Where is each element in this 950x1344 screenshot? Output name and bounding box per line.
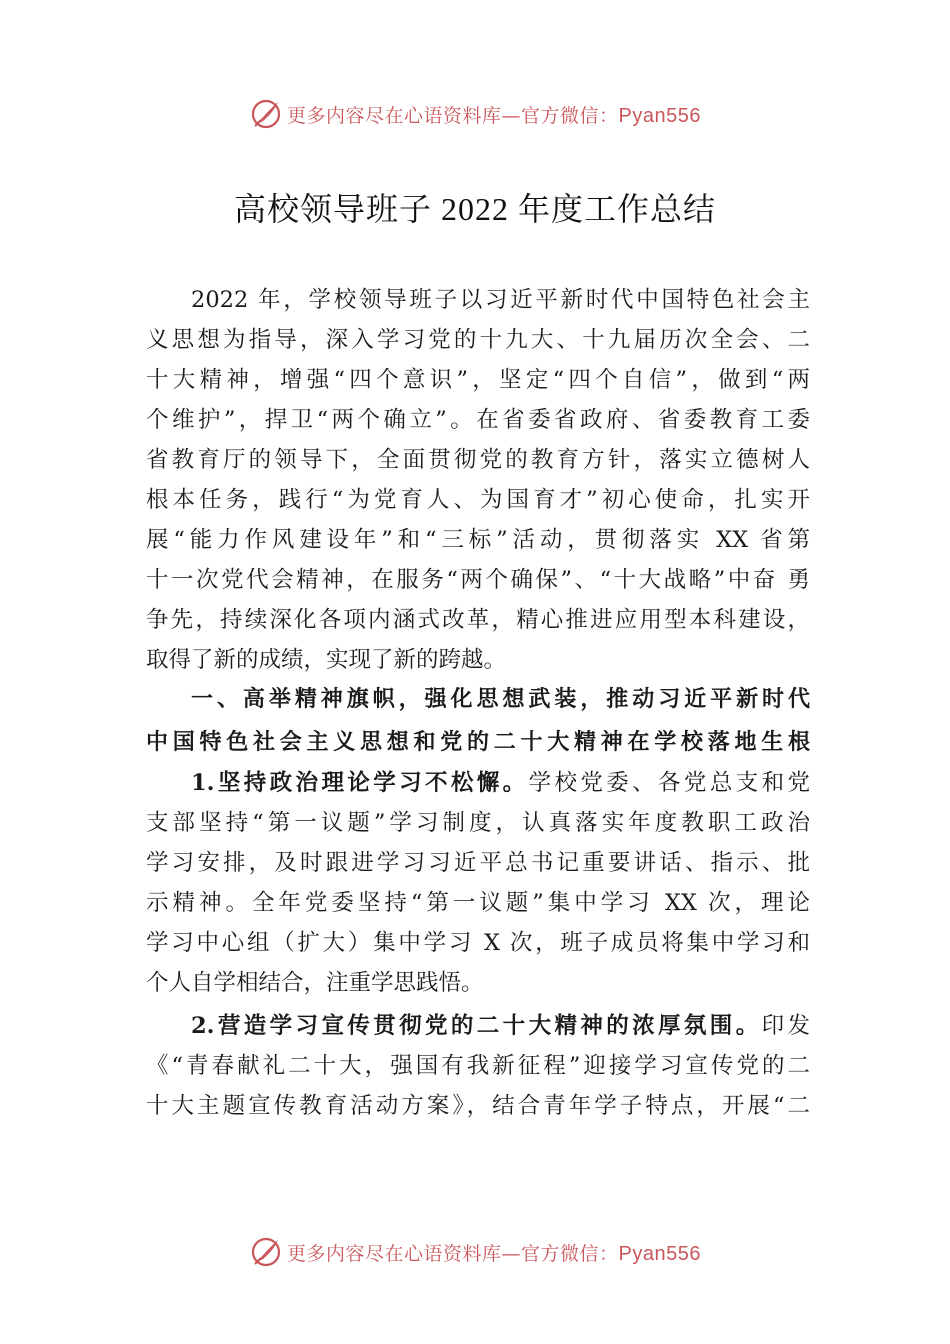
paragraph-line [146,763,810,803]
paragraph-line: 义思想为指导，深入学习党的十九大、十九届历次全会、二 [146,327,810,353]
watermark-wechat-id: Pyan556 [618,1242,701,1265]
paragraph-line: 十大主题宣传教育活动方案》，结合青年学子特点，开展“二 [146,1093,810,1119]
paragraph-line: 《“青春献礼二十大，强国有我新征程”迎接学习宣传党的二 [146,1053,810,1079]
watermark-text: 更多内容尽在心语资料库—官方微信： [287,104,619,127]
paragraph-line: 根本任务，践行“为党育人、为国育才”初心使命，扎实开 [146,487,810,513]
section-heading-line: 一、高举精神旗帜，强化思想武装，推动习近平新时代 [191,687,810,712]
section-heading-line: 中国特色社会主义思想和党的二十大精神在学校落地生根 [146,730,810,755]
paragraph-line: 十一次党代会精神，在服务“两个确保”、“十大战略”中奋 勇 [146,567,810,593]
paragraph-line: 学习中心组（扩大）集中学习 X 次，班子成员将集中学习和 [146,930,810,956]
paragraph-line: 省教育厅的领导下，全面贯彻党的教育方针，落实立德树人 [146,447,810,473]
watermark-text: 更多内容尽在心语资料库—官方微信： [287,1242,619,1265]
paragraph-line: 支部坚持“第一议题”学习制度，认真落实年度教职工政治 [146,810,810,836]
quill-logo-icon [249,1235,283,1269]
subsection-heading: 2.营造学习宣传贯彻党的二十大精神的浓厚氛围。 [191,1013,762,1039]
paragraph-text: 学校党委、各党总支和党 [528,770,810,796]
document-title: 高校领导班子 2022 年度工作总结 [233,191,716,227]
watermark-content [249,1235,701,1269]
watermark-content [249,97,701,131]
paragraph-line: 展“能力作风建设年”和“三标”活动，贯彻落实 XX 省第 [146,527,810,553]
paragraph-line: 个人自学相结合，注重学思践悟。 [146,970,484,996]
watermark-bottom [0,1232,950,1272]
paragraph-text: 印发 [761,1013,810,1039]
subsection-heading: 1.坚持政治理论学习不松懈。 [191,770,529,796]
watermark-top [0,94,950,134]
paragraph-line: 十大精神，增强“四个意识”，坚定“四个自信”，做到“两 [146,367,810,393]
paragraph-line: 学习安排，及时跟进学习习近平总书记重要讲话、指示、批 [146,850,810,876]
paragraph-line: 争先，持续深化各项内涵式改革，精心推进应用型本科建设， [146,607,810,633]
document-body [146,280,810,1126]
paragraph-line: 取得了新的成绩，实现了新的跨越。 [146,647,507,673]
quill-logo-icon [249,97,283,131]
paragraph-line: 示精神。全年党委坚持“第一议题”集中学习 XX 次，理论 [146,890,810,916]
paragraph-line: 2022 年，学校领导班子以习近平新时代中国特色社会主 [191,287,810,313]
paragraph-line [146,1006,810,1046]
paragraph-line: 个维护”，捍卫“两个确立”。在省委省政府、省委教育工委 [146,407,810,433]
watermark-wechat-id: Pyan556 [618,104,701,127]
